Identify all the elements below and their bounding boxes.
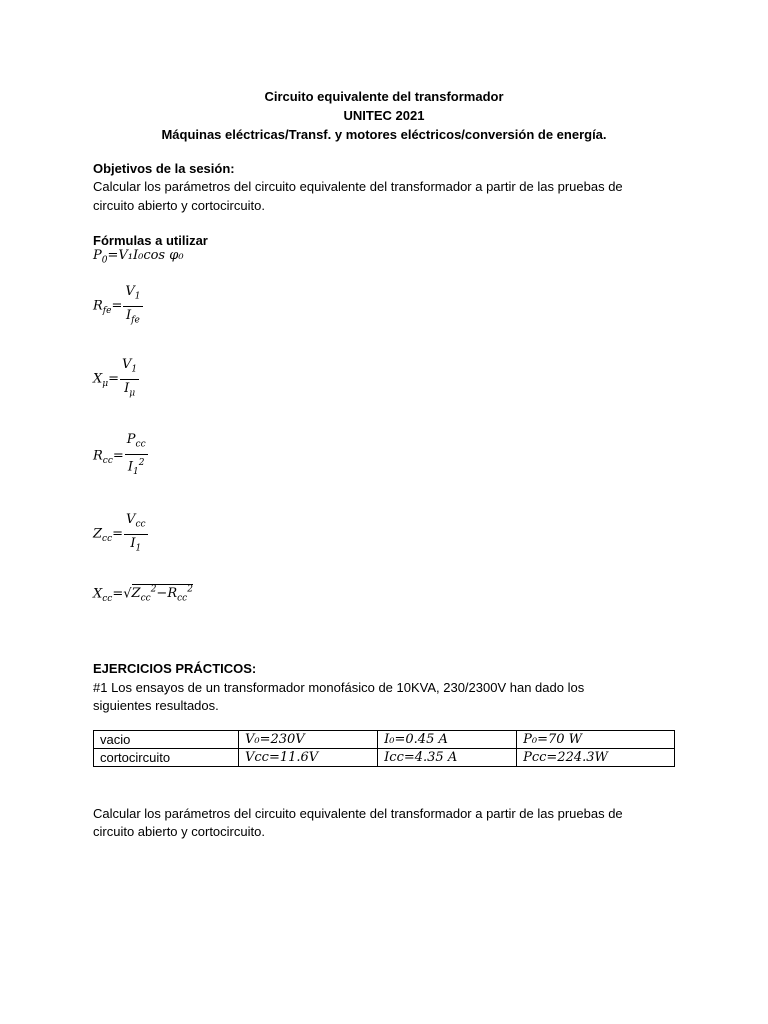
objectives-line-1: Calcular los parámetros del circuito equivalente del transformador a partir de las pruebas de (93, 179, 623, 194)
table-row (94, 731, 675, 749)
formulas-heading: Fórmulas a utilizar (93, 233, 208, 248)
task-line-2: circuito abierto y cortocircuito. (93, 824, 265, 839)
document-title: Circuito equivalente del transformador (264, 89, 504, 104)
formula-zcc: $Z_{cc}=$ $\frac{V_{cc}}{I_1}$ (93, 512, 146, 554)
exercise-1-line-1: #1 Los ensayos de un transformador monofásico de 10KVA, 230/2300V han dado los (93, 680, 585, 695)
formula-rfe: $R_{fe}=$ $\frac{V_1}{I_{fe}}$ (93, 284, 141, 326)
objectives-line-2: circuito abierto y cortocircuito. (93, 198, 265, 213)
table-row (94, 749, 675, 767)
exercises-heading: EJERCICIOS PRÁCTICOS: (93, 661, 257, 676)
formula-xcc: $X_{cc}=√Z_{cc}^2-R_{cc}^2$ (93, 585, 193, 604)
test-results-table (93, 730, 675, 767)
formula-rcc: $R_{cc}=$ $\frac{P_{cc}}{I_1^2}$ (93, 432, 146, 477)
row-label: vacio (94, 731, 239, 749)
objectives-heading: Objetivos de la sesión: (93, 161, 235, 176)
power-cell: P₀=70 W (517, 731, 675, 749)
formula-xmu: $X_\mu=$ $\frac{V_1}{I_\mu}$ (93, 357, 138, 399)
institution-line: UNITEC 2021 (343, 108, 425, 123)
current-cell: Icc=4.35 A (378, 749, 517, 767)
voltage-cell: V₀=230V (239, 731, 378, 749)
formula-p0: $P_0=V_1I_0\cos$ φ₀ (93, 248, 184, 266)
voltage-cell: Vcc=11.6V (239, 749, 378, 767)
power-cell: Pcc=224.3W (517, 749, 675, 767)
task-line-1: Calcular los parámetros del circuito equivalente del transformador a partir de las pruebas de (93, 806, 623, 821)
exercise-1-line-2: siguientes resultados. (93, 698, 219, 713)
course-line: Máquinas eléctricas/Transf. y motores eléctricos/conversión de energía. (161, 127, 607, 142)
row-label: cortocircuito (94, 749, 239, 767)
current-cell: I₀=0.45 A (378, 731, 517, 749)
